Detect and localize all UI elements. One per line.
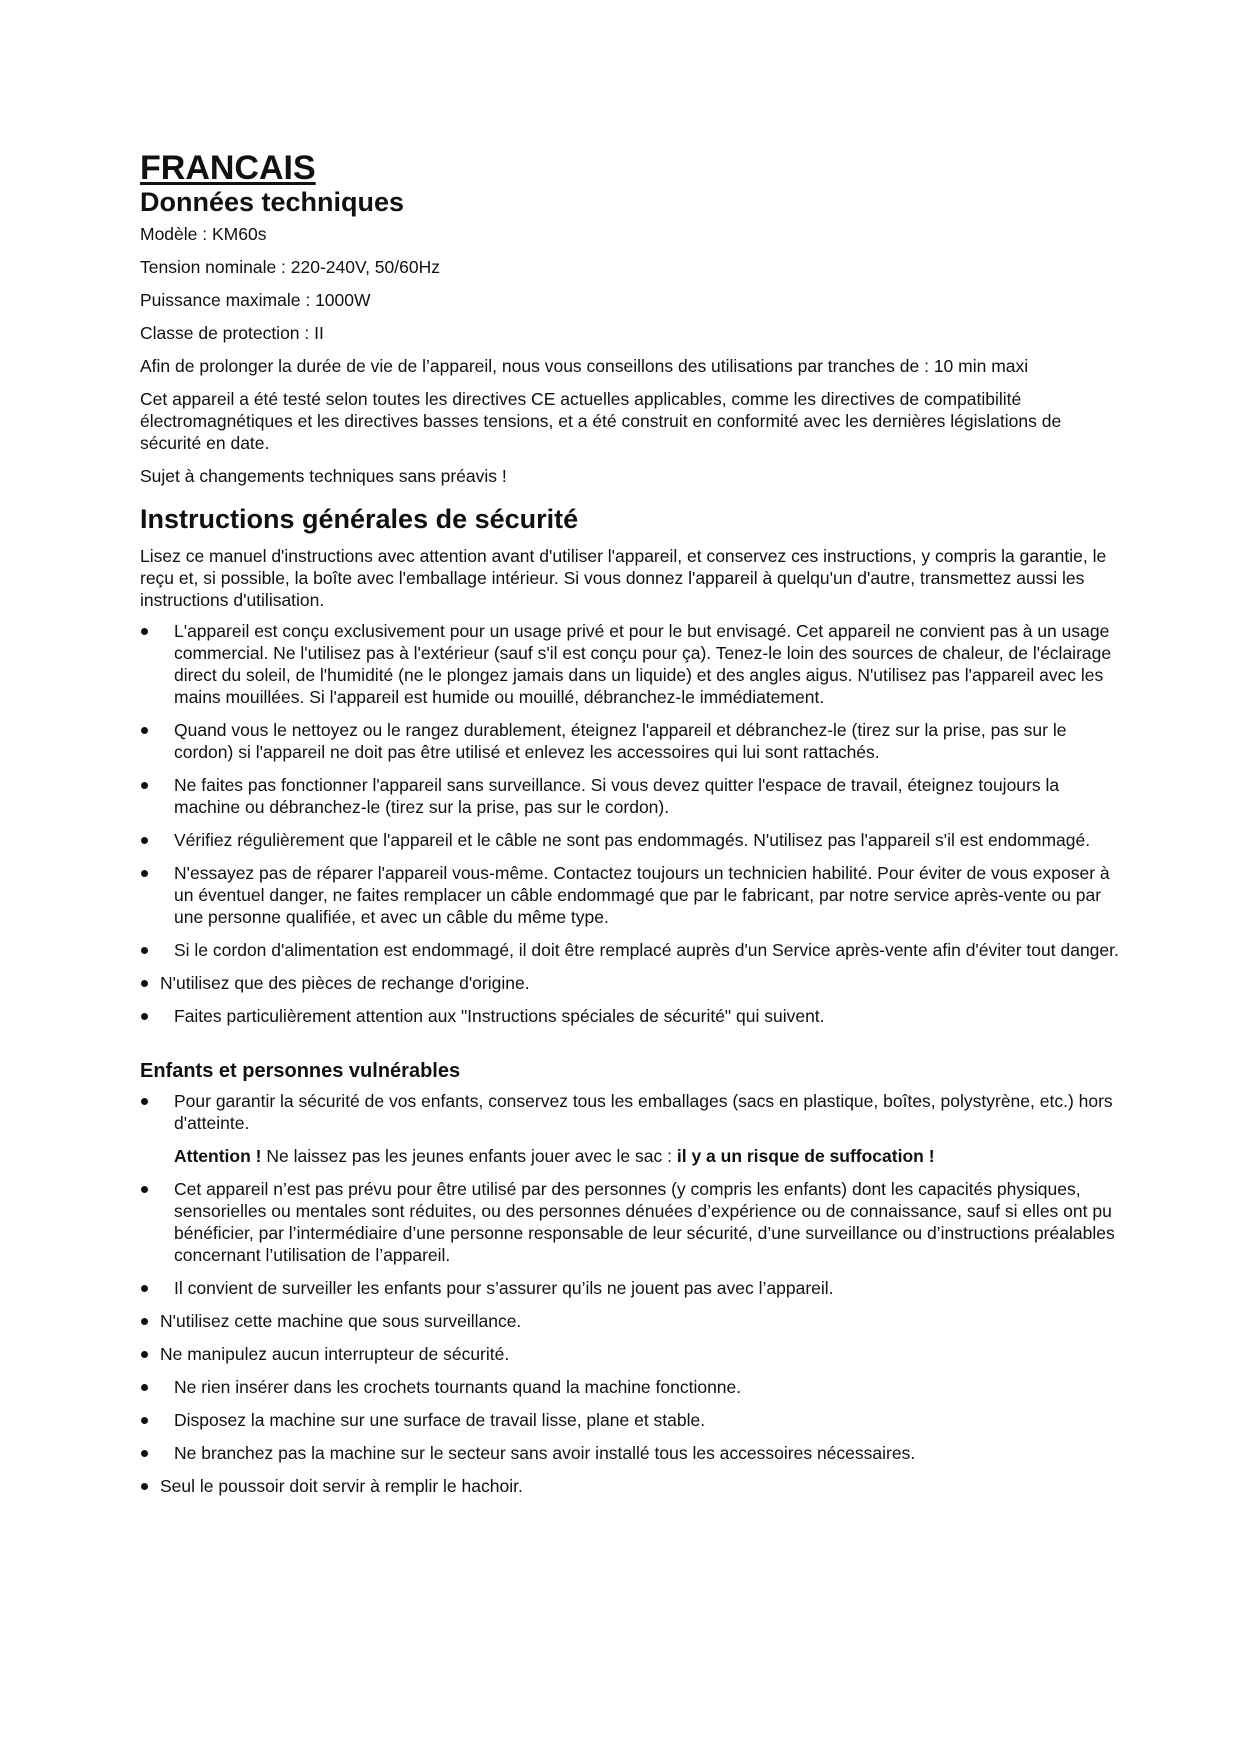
spec-protection-class: Classe de protection : II — [140, 323, 324, 343]
list-item: N'utilisez cette machine que sous surveillance. — [140, 1310, 1120, 1332]
spec-voltage: Tension nominale : 220-240V, 50/60Hz — [140, 257, 440, 277]
general-safety-heading: Instructions générales de sécurité — [140, 504, 579, 534]
attention-text: Ne laissez pas les jeunes enfants jouer avec le sac : — [261, 1146, 677, 1166]
list-item: Pour garantir la sécurité de vos enfants, conservez tous les emballages (sacs en plastique, boîtes, polystyrène, etc.) hors d'atteinte. — [140, 1090, 1120, 1134]
children-safety-list — [140, 1090, 1120, 1134]
usage-duration-note: Afin de prolonger la durée de vie de l’appareil, nous vous conseillons des utilisations par tranches de : 10 min maxi — [140, 356, 1029, 376]
list-item: Seul le poussoir doit servir à remplir le hachoir. — [140, 1475, 1120, 1497]
list-item: N'utilisez que des pièces de rechange d'origine. — [140, 972, 1120, 994]
list-item: Disposez la machine sur une surface de travail lisse, plane et stable. — [140, 1409, 1120, 1431]
general-safety-list — [140, 620, 1120, 1027]
suffocation-warning — [140, 1145, 1120, 1167]
list-item: Ne branchez pas la machine sur le secteur sans avoir installé tous les accessoires nécessaires. — [140, 1442, 1120, 1464]
children-section-heading: Enfants et personnes vulnérables — [140, 1060, 461, 1082]
list-item: Quand vous le nettoyez ou le rangez durablement, éteignez l'appareil et débranchez-le (tirez sur la prise, pas sur le cordon) si l'appareil ne doit pas être utilisé et enlevez les accessoires qui lui sont rattachés. — [140, 719, 1120, 763]
list-item: Faites particulièrement attention aux "Instructions spéciales de sécurité" qui suivent. — [140, 1005, 1120, 1027]
general-safety-intro: Lisez ce manuel d'instructions avec attention avant d'utiliser l'appareil, et conservez ces instructions, y compris la garantie, le reçu et, si possible, la boîte avec l'emballage intérieur. Si vous donnez l'appareil à quelqu'un d'autre, transmettez aussi les instructions d'utilisation. — [140, 546, 1107, 610]
language-title: FRANCAIS — [140, 149, 316, 187]
attention-emphasis: il y a un risque de suffocation ! — [676, 1146, 935, 1166]
list-item: Ne rien insérer dans les crochets tournants quand la machine fonctionne. — [140, 1376, 1120, 1398]
list-item: Vérifiez régulièrement que l'appareil et le câble ne sont pas endommagés. N'utilisez pas l'appareil s'il est endommagé. — [140, 829, 1120, 851]
ce-compliance-note: Cet appareil a été testé selon toutes les directives CE actuelles applicables, comme les directives de compatibilité électromagnétiques et les directives basses tensions, et a été construit en conformité avec les dernières législations de sécurité en date. — [140, 389, 1062, 453]
spec-model: Modèle : KM60s — [140, 224, 267, 244]
list-item: Ne manipulez aucun interrupteur de sécurité. — [140, 1343, 1120, 1365]
list-item: Si le cordon d'alimentation est endommagé, il doit être remplacé auprès d'un Service après-vente afin d'éviter tout danger. — [140, 939, 1120, 961]
list-item: Il convient de surveiller les enfants pour s’assurer qu’ils ne jouent pas avec l’appareil. — [140, 1277, 1120, 1299]
tech-data-heading: Données techniques — [140, 187, 405, 217]
list-item: L'appareil est conçu exclusivement pour un usage privé et pour le but envisagé. Cet appareil ne convient pas à un usage commercial. Ne l'utilisez pas à l'extérieur (sauf s'il est conçu pour ça). Tenez-le loin des sources de chaleur, de l'éclairage direct du soleil, de l'humidité (ne le plongez jamais dans un liquide) et des angles aigus. N'utilisez pas l'appareil avec les mains mouillées. Si l'appareil est humide ou mouillé, débranchez-le immédiatement. — [140, 620, 1120, 708]
list-item: Ne faites pas fonctionner l'appareil sans surveillance. Si vous devez quitter l'espace de travail, éteignez toujours la machine ou débranchez-le (tirez sur la prise, pas sur le cordon). — [140, 774, 1120, 818]
technical-changes-note: Sujet à changements techniques sans préavis ! — [140, 466, 507, 486]
attention-label: Attention ! — [174, 1146, 262, 1166]
document-page — [140, 150, 1120, 1497]
list-item: Cet appareil n’est pas prévu pour être utilisé par des personnes (y compris les enfants) dont les capacités physiques, sensorielles ou mentales sont réduites, ou des personnes dénuées d’expérience ou de connaissance, sauf si elles ont pu bénéficier, par l’intermédiaire d’une personne responsable de leur sécurité, d’une surveillance ou d’instructions préalables concernant l’utilisation de l’appareil. — [140, 1178, 1120, 1266]
spec-power: Puissance maximale : 1000W — [140, 290, 371, 310]
list-item: N'essayez pas de réparer l'appareil vous-même. Contactez toujours un technicien habilité. Pour éviter de vous exposer à un éventuel danger, ne faites remplacer un câble endommagé que par le fabricant, par notre service après-vente ou par une personne qualifiée, et avec un câble du même type. — [140, 862, 1120, 928]
children-safety-list-continued — [140, 1178, 1120, 1497]
